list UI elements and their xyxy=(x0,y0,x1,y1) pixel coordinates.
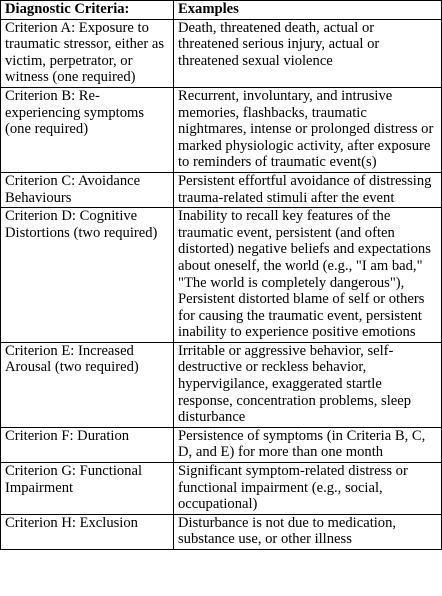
criterion-cell: Criterion C: Avoidance Behaviours xyxy=(1,172,174,207)
examples-cell: Significant symptom-related distress or functional impairment (e.g., social, occupational) xyxy=(174,463,442,515)
examples-cell: Recurrent, involuntary, and intrusive memories, flashbacks, traumatic nightmares, intense or prolonged distress or marked physiologic activity, after exposure to reminders of traumatic event(s) xyxy=(174,87,442,172)
header-diagnostic-criteria: Diagnostic Criteria: xyxy=(1,1,174,20)
table-row xyxy=(1,87,442,172)
examples-cell: Inability to recall key features of the traumatic event, persistent (and often distorted) negative beliefs and expectations about oneself, the world (e.g., "I am bad," "The world is completely dangerous"), Persistent distorted blame of self or others for causing the traumatic event, persistent inability to experience positive emotions xyxy=(174,208,442,343)
criterion-cell: Criterion A: Exposure to traumatic stressor, either as victim, perpetrator, or witness (one required) xyxy=(1,19,174,87)
examples-cell: Persistence of symptoms (in Criteria B, C, D, and E) for more than one month xyxy=(174,427,442,462)
criterion-cell: Criterion D: Cognitive Distortions (two required) xyxy=(1,208,174,343)
table-body xyxy=(1,19,442,549)
examples-cell: Death, threatened death, actual or threatened serious injury, actual or threatened sexual violence xyxy=(174,19,442,87)
examples-cell: Persistent effortful avoidance of distressing trauma-related stimuli after the event xyxy=(174,172,442,207)
criterion-cell: Criterion G: Functional Impairment xyxy=(1,463,174,515)
table-row xyxy=(1,514,442,549)
criterion-cell: Criterion H: Exclusion xyxy=(1,514,174,549)
table-row xyxy=(1,427,442,462)
table-header xyxy=(1,1,442,20)
criterion-cell: Criterion F: Duration xyxy=(1,427,174,462)
table-row xyxy=(1,463,442,515)
examples-cell: Disturbance is not due to medication, substance use, or other illness xyxy=(174,514,442,549)
table-row xyxy=(1,342,442,427)
table-row xyxy=(1,19,442,87)
examples-cell: Irritable or aggressive behavior, self-destructive or reckless behavior, hypervigilance, exaggerated startle response, concentration problems, sleep disturbance xyxy=(174,342,442,427)
header-row xyxy=(1,1,442,20)
criterion-cell: Criterion B: Re-experiencing symptoms (one required) xyxy=(1,87,174,172)
header-examples: Examples xyxy=(174,1,442,20)
table-row xyxy=(1,208,442,343)
table-row xyxy=(1,172,442,207)
criterion-cell: Criterion E: Increased Arousal (two required) xyxy=(1,342,174,427)
